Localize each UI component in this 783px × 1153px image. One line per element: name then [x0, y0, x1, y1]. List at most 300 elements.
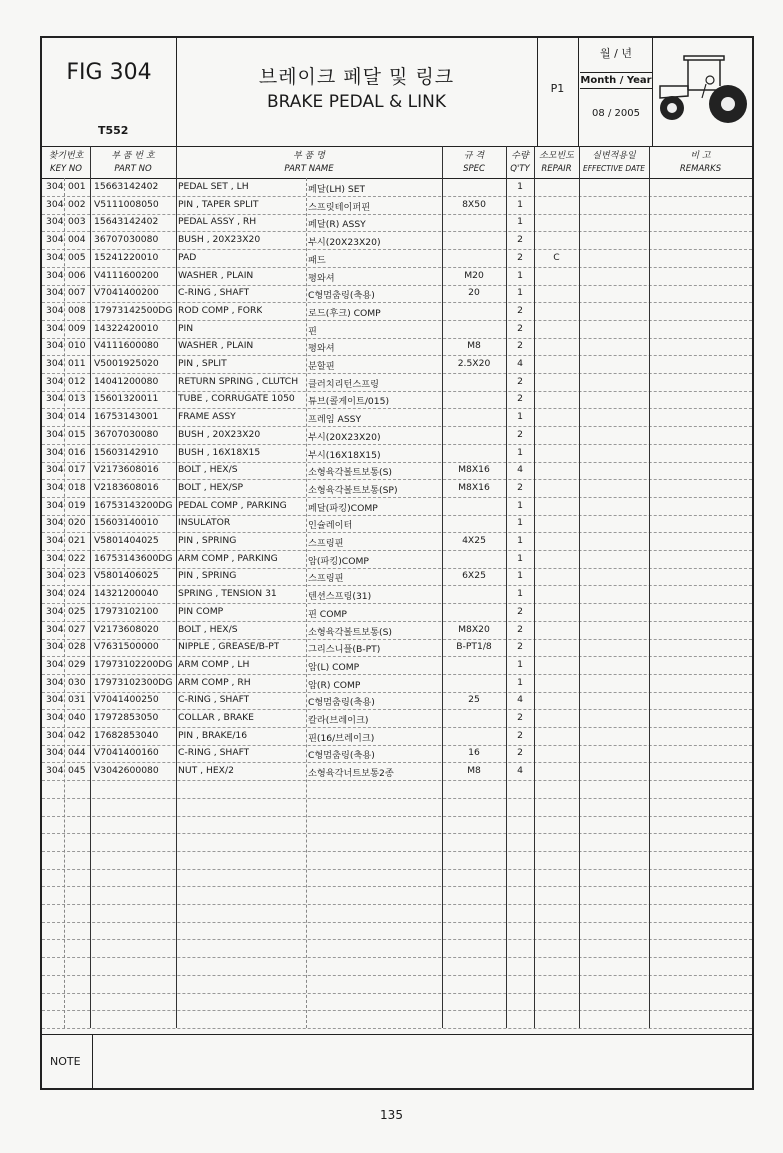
table-row [42, 231, 752, 250]
table-row [42, 497, 752, 516]
table-row [42, 585, 752, 604]
cell-fig: 304 [46, 676, 64, 688]
cell-name-ko: 스프릿테이퍼핀 [308, 201, 371, 213]
cell-key: 045 [68, 765, 86, 777]
cell-spec: 4X25 [462, 535, 486, 546]
cell-fig: 304 [46, 234, 64, 246]
cell-name-en: C-RING , SHAFT [178, 694, 250, 706]
cell-part: V4111600080 [94, 340, 159, 352]
cell-part: V7631500000 [94, 641, 159, 653]
cell-fig: 304 [46, 623, 64, 635]
col-part-ko: 부 품 번 호 [111, 151, 155, 161]
grid-line [90, 146, 91, 1028]
cell-spec: M20 [464, 269, 484, 281]
empty-row [42, 833, 752, 852]
table-row [42, 320, 752, 339]
cell-name-ko: 페달(LH) SET [308, 184, 366, 195]
cell-fig: 304 [46, 251, 64, 263]
cell-key: 013 [68, 393, 86, 405]
cell-spec: M8 [467, 340, 481, 352]
cell-name-en: PEDAL ASSY , RH [178, 216, 257, 228]
cell-key: 003 [68, 216, 86, 228]
cell-name-en: SPRING , TENSION 31 [178, 588, 277, 600]
cell-part: 17682853040 [94, 729, 159, 741]
cell-name-ko: 로드(후크) COMP [308, 307, 381, 319]
grid-line [579, 146, 580, 1028]
cell-fig: 304 [46, 216, 64, 228]
cell-part: 36707030080 [94, 428, 159, 440]
parts-sheet [40, 36, 754, 1090]
cell-spec: 2.5X20 [457, 358, 491, 369]
cell-fig: 304 [46, 605, 64, 617]
empty-row [42, 939, 752, 958]
cell-qty: 2 [517, 747, 523, 759]
cell-name-ko: 페달(R) ASSY [308, 219, 366, 231]
cell-fig: 304 [46, 340, 64, 352]
col-repair-en: REPAIR [541, 164, 572, 174]
table-row [42, 621, 752, 640]
table-row [42, 390, 752, 409]
month-year-korean: 월 / 년 [600, 47, 632, 60]
table-row [42, 674, 752, 693]
table-row [42, 408, 752, 427]
cell-key: 009 [68, 322, 86, 334]
cell-part: 36707030080 [94, 234, 159, 246]
cell-name-en: C-RING , SHAFT [178, 747, 250, 759]
col-spec-en: SPEC [463, 164, 485, 174]
cell-name-ko: 핀 [308, 325, 317, 337]
cell-name-en: C-RING , SHAFT [178, 287, 250, 299]
cell-qty: 1 [517, 552, 523, 564]
cell-qty: 4 [517, 694, 523, 706]
cell-part: 17973102300DG [94, 676, 173, 688]
cell-name-en: NUT , HEX/2 [178, 765, 234, 777]
cell-part: 16753143600DG [94, 552, 173, 564]
cell-part: V4111600200 [94, 269, 159, 281]
cell-key: 016 [68, 446, 86, 458]
table-row [42, 656, 752, 675]
cell-part: V7041400200 [94, 287, 159, 299]
cell-name-ko: 프레임 ASSY [308, 414, 362, 426]
cell-name-en: PIN , SPLIT [178, 358, 227, 369]
cell-spec: 20 [468, 287, 480, 299]
cell-qty: 2 [517, 251, 523, 263]
cell-name-ko: 페달(파킹)COMP [308, 502, 378, 514]
cell-name-ko: 소형육각너트보통2종 [308, 768, 394, 780]
table-row [42, 444, 752, 463]
cell-qty: 1 [517, 535, 523, 546]
cell-name-en: RETURN SPRING , CLUTCH [178, 375, 299, 387]
cell-qty: 2 [517, 712, 523, 723]
table-row [42, 762, 752, 781]
cell-fig: 304 [46, 322, 64, 334]
cell-name-ko: 핀 COMP [308, 608, 347, 620]
cell-fig: 304 [46, 729, 64, 741]
cell-part: V2173608016 [94, 464, 159, 476]
cell-qty: 2 [517, 340, 523, 352]
cell-spec: 8X50 [462, 198, 486, 210]
cell-qty: 1 [517, 517, 523, 529]
cell-qty: 2 [517, 623, 523, 635]
cell-qty: 4 [517, 765, 523, 777]
model-code: T552 [98, 124, 129, 137]
col-eff-en: EFFECTIVE DATE [582, 164, 646, 173]
cell-key: 021 [68, 535, 86, 546]
cell-key: 024 [68, 588, 86, 600]
cell-qty: 1 [517, 198, 523, 210]
table-row [42, 709, 752, 728]
cell-qty: 4 [517, 464, 523, 476]
cell-name-en: BOLT , HEX/S [178, 623, 238, 635]
cell-fig: 304 [46, 375, 64, 387]
empty-row [42, 798, 752, 817]
col-eff-ko: 실변적용일 [592, 151, 636, 161]
cell-key: 040 [68, 712, 86, 723]
cell-key: 011 [68, 358, 86, 369]
cell-fig: 304 [46, 393, 64, 405]
cell-fig: 304 [46, 499, 64, 511]
cell-key: 015 [68, 428, 86, 440]
table-row [42, 514, 752, 533]
col-key-ko: 찾기번호 [48, 151, 84, 161]
cell-part: V5801404025 [94, 535, 159, 546]
cell-fig: 304 [46, 765, 64, 777]
cell-part: 15663142402 [94, 181, 159, 192]
cell-part: 17972853050 [94, 712, 159, 723]
cell-name-en: COLLAR , BRAKE [178, 712, 254, 723]
cell-name-en: BOLT , HEX/S [178, 464, 238, 476]
table-row [42, 337, 752, 356]
grid-line [64, 178, 65, 1028]
table-row [42, 638, 752, 657]
cell-part: 17973102100 [94, 605, 159, 617]
cell-name-en: PIN , TAPER SPLIT [178, 198, 259, 210]
table-row [42, 727, 752, 746]
cell-spec: 16 [468, 747, 480, 759]
cell-fig: 304 [46, 287, 64, 299]
table-row [42, 479, 752, 498]
table-row [42, 267, 752, 286]
cell-qty: 1 [517, 446, 523, 458]
cell-name-ko: 칼라(브레이크) [308, 715, 369, 726]
cell-qty: 1 [517, 216, 523, 228]
table-row [42, 178, 752, 197]
cell-name-en: BUSH , 20X23X20 [178, 234, 261, 246]
cell-name-ko: 튜브(콜게이트/015) [308, 396, 390, 408]
cell-name-en: WASHER , PLAIN [178, 269, 254, 281]
cell-spec: 6X25 [462, 570, 486, 582]
cell-name-ko: 소형육각볼트보통(SP) [308, 484, 398, 496]
cell-name-en: PAD [178, 251, 197, 263]
cell-part: V2173608020 [94, 623, 159, 635]
cell-qty: 2 [517, 375, 523, 387]
cell-key: 014 [68, 411, 86, 423]
cell-fig: 304 [46, 552, 64, 564]
cell-name-en: FRAME ASSY [178, 411, 236, 423]
empty-row [42, 992, 752, 1011]
cell-fig: 304 [46, 641, 64, 653]
table-row [42, 249, 752, 268]
col-rem-ko: 비 고 [690, 151, 711, 161]
col-name-ko: 부 품 명 [293, 151, 325, 161]
empty-row [42, 957, 752, 976]
table-row [42, 550, 752, 569]
cell-name-ko: 핀(16/브레이크) [308, 732, 375, 744]
cell-spec: M8X20 [458, 623, 490, 635]
cell-key: 023 [68, 570, 86, 582]
col-qty-en: Q'TY [510, 164, 530, 174]
cell-part: 17973102200DG [94, 658, 173, 670]
cell-qty: 1 [517, 411, 523, 423]
table-row [42, 196, 752, 215]
cell-key: 031 [68, 694, 86, 706]
column-header [42, 146, 752, 179]
title-english: BRAKE PEDAL & LINK [266, 92, 446, 112]
cell-part: 17973142500DG [94, 304, 173, 316]
cell-name-ko: 패드 [308, 254, 326, 266]
cell-part: 15241220010 [94, 251, 159, 263]
cell-fig: 304 [46, 411, 64, 423]
cell-key: 018 [68, 481, 86, 493]
cell-name-ko: 부시(16X18X15) [308, 449, 381, 461]
cell-name-en: NIPPLE , GREASE/B-PT [178, 641, 280, 653]
cell-key: 017 [68, 464, 86, 476]
table-row [42, 355, 752, 374]
cell-part: 14321200040 [94, 588, 159, 600]
cell-qty: 1 [517, 588, 523, 600]
cell-part: V3042600080 [94, 765, 159, 777]
cell-name-ko: C형멈춤링(축용) [308, 290, 375, 302]
cell-part: 15603140010 [94, 517, 159, 529]
cell-key: 029 [68, 658, 86, 670]
cell-key: 022 [68, 552, 86, 564]
cell-name-ko: 암(R) COMP [308, 679, 361, 691]
sheet-header [42, 38, 752, 147]
cell-part: 15643142402 [94, 216, 159, 228]
cell-qty: 2 [517, 729, 523, 741]
grid-line [534, 146, 535, 1028]
cell-name-en: ROD COMP , FORK [178, 304, 263, 316]
cell-key: 006 [68, 269, 86, 281]
cell-spec: M8X16 [458, 481, 490, 493]
page-number: 135 [380, 1108, 403, 1122]
cell-name-en: INSULATOR [178, 517, 231, 529]
cell-part: V2183608016 [94, 481, 159, 493]
cell-key: 007 [68, 287, 86, 299]
empty-row [42, 815, 752, 834]
col-part-en: PART NO [114, 164, 152, 174]
cell-part: 16753143001 [94, 411, 159, 423]
cell-name-ko: 부시(20X23X20) [308, 237, 381, 249]
cell-key: 002 [68, 198, 86, 210]
cell-name-ko: 부시(20X23X20) [308, 431, 381, 443]
grid-line [649, 146, 650, 1028]
table-row [42, 426, 752, 445]
cell-name-en: TUBE , CORRUGATE 1050 [178, 393, 295, 405]
cell-key: 019 [68, 499, 86, 511]
cell-name-ko: 텐션스프링(31) [308, 591, 372, 603]
cell-fig: 304 [46, 570, 64, 582]
grid-line [306, 178, 307, 1028]
cell-qty: 1 [517, 658, 523, 670]
empty-row [42, 1010, 752, 1029]
cell-name-ko: 평와셔 [308, 272, 335, 284]
cell-key: 004 [68, 234, 86, 246]
cell-fig: 304 [46, 658, 64, 670]
cell-fig: 304 [46, 304, 64, 316]
cell-part: 15603142910 [94, 446, 159, 458]
cell-fig: 304 [46, 181, 64, 192]
cell-name-ko: 스프링핀 [308, 538, 344, 549]
cell-part: V5001925020 [94, 358, 159, 369]
cell-name-en: PIN , SPRING [178, 535, 237, 546]
cell-key: 001 [68, 181, 86, 192]
table-row [42, 691, 752, 710]
cell-key: 027 [68, 623, 86, 635]
cell-name-ko: 소형육각볼트보통(S) [308, 626, 393, 638]
cell-qty: 2 [517, 304, 523, 316]
cell-fig: 304 [46, 694, 64, 706]
empty-row [42, 975, 752, 994]
cell-key: 008 [68, 304, 86, 316]
cell-name-en: BUSH , 20X23X20 [178, 428, 261, 440]
cell-key: 044 [68, 747, 86, 759]
cell-fig: 304 [46, 358, 64, 369]
cell-fig: 304 [46, 269, 64, 281]
cell-name-en: BOLT , HEX/SP [178, 481, 244, 493]
cell-fig: 304 [46, 517, 64, 529]
cell-qty: 1 [517, 499, 523, 511]
cell-qty: 1 [517, 181, 523, 192]
col-spec-ko: 규 격 [463, 151, 485, 161]
cell-key: 030 [68, 676, 86, 688]
grid-line [442, 146, 443, 1028]
cell-part: V5801406025 [94, 570, 159, 582]
note-label: NOTE [50, 1055, 81, 1068]
cell-name-ko: 클러치리턴스프링 [308, 378, 380, 390]
cell-qty: 2 [517, 481, 523, 493]
col-repair-ko: 소모빈도 [539, 151, 574, 161]
cell-name-ko: 스프링핀 [308, 573, 344, 585]
cell-name-en: PIN , BRAKE/16 [178, 729, 248, 741]
cell-fig: 304 [46, 464, 64, 476]
table-row [42, 302, 752, 321]
cell-key: 020 [68, 517, 86, 529]
cell-name-en: PIN COMP [178, 605, 224, 617]
cell-key: 010 [68, 340, 86, 352]
cell-fig: 304 [46, 198, 64, 210]
cell-spec: M8X16 [458, 464, 490, 476]
empty-row [42, 868, 752, 887]
grid-line [506, 146, 507, 1028]
note-box [42, 1034, 752, 1089]
col-name-en: PART NAME [284, 164, 334, 174]
cell-fig: 304 [46, 428, 64, 440]
col-key-en: KEY NO [50, 164, 82, 174]
empty-row [42, 904, 752, 923]
table-row [42, 744, 752, 763]
figure-number: FIG 304 [66, 60, 152, 85]
cell-name-en: PEDAL SET , LH [178, 181, 249, 192]
table-row [42, 567, 752, 586]
cell-name-ko: 암(L) COMP [308, 661, 360, 673]
page-code: P1 [550, 82, 565, 95]
table-row [42, 373, 752, 392]
cell-name-en: PIN [178, 322, 194, 334]
cell-key: 042 [68, 729, 86, 741]
cell-key: 028 [68, 641, 86, 653]
cell-part: 16753143200DG [94, 499, 173, 511]
cell-fig: 304 [46, 535, 64, 546]
cell-qty: 2 [517, 234, 523, 246]
month-year-english: Month / Year [580, 72, 652, 89]
cell-qty: 2 [517, 322, 523, 334]
cell-name-en: PEDAL COMP , PARKING [178, 499, 287, 511]
table-row [42, 603, 752, 622]
empty-row [42, 921, 752, 940]
cell-qty: 2 [517, 641, 523, 653]
cell-name-ko: 평와셔 [308, 343, 335, 355]
cell-part: 15601320011 [94, 393, 159, 405]
issue-date: 08 / 2005 [592, 108, 640, 119]
cell-qty: 2 [517, 605, 523, 617]
cell-name-ko: 인슐레이터 [308, 520, 353, 532]
cell-fig: 304 [46, 588, 64, 600]
table-row [42, 461, 752, 480]
cell-name-en: WASHER , PLAIN [178, 340, 254, 352]
cell-repair: C [553, 251, 560, 263]
cell-name-en: BUSH , 16X18X15 [178, 446, 261, 458]
cell-fig: 304 [46, 747, 64, 759]
title-korean: 브레이크 페달 및 링크 [258, 66, 455, 88]
cell-qty: 4 [517, 358, 523, 369]
cell-fig: 304 [46, 481, 64, 493]
cell-key: 005 [68, 251, 86, 263]
cell-qty: 1 [517, 287, 523, 299]
cell-part: V7041400160 [94, 747, 159, 759]
cell-name-ko: 암(파킹)COMP [308, 555, 369, 567]
cell-spec: 25 [468, 694, 480, 706]
empty-row [42, 851, 752, 870]
empty-row [42, 780, 752, 799]
cell-fig: 304 [46, 712, 64, 723]
cell-name-ko: 그리스니플(B-PT) [308, 644, 381, 656]
cell-qty: 2 [517, 393, 523, 405]
col-qty-ko: 수량 [511, 151, 529, 161]
cell-name-en: ARM COMP , PARKING [178, 552, 278, 564]
table-row [42, 284, 752, 303]
cell-name-ko: C형멈춤링(축용) [308, 750, 375, 762]
cell-qty: 1 [517, 269, 523, 281]
cell-qty: 1 [517, 570, 523, 582]
tractor-icon [654, 46, 750, 126]
grid-line [176, 146, 177, 1028]
empty-row [42, 886, 752, 905]
cell-spec: M8 [467, 765, 481, 777]
cell-name-en: PIN , SPRING [178, 570, 237, 582]
cell-name-ko: 소형육각볼트보통(S) [308, 467, 393, 479]
cell-fig: 304 [46, 446, 64, 458]
cell-part: V7041400250 [94, 694, 159, 706]
cell-part: 14322420010 [94, 322, 159, 334]
cell-name-ko: 분할핀 [308, 361, 335, 372]
cell-part: V5111008050 [94, 198, 159, 210]
col-rem-en: REMARKS [679, 164, 722, 174]
cell-spec: B-PT1/8 [456, 641, 492, 653]
cell-key: 012 [68, 375, 86, 387]
cell-qty: 2 [517, 428, 523, 440]
table-row [42, 213, 752, 232]
